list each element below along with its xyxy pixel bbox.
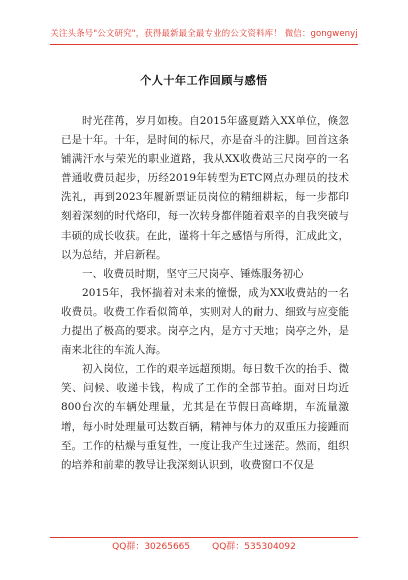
document-title: 个人十年工作回顾与感悟 (140, 74, 268, 87)
footer-qq-group-1: QQ群：30265665 (112, 542, 191, 552)
section-heading-1: 一、收费员时期，坚守三尺岗亭、锤炼服务初心 (82, 267, 304, 280)
header-banner: 关注头条号"公文研究"，获得最新最全最专业的公文资料库！ 微信：gongwenyj (50, 29, 358, 39)
footer-divider (50, 537, 358, 538)
header-divider (50, 44, 358, 45)
document-body (61, 112, 349, 475)
paragraph-initial-post: 初入岗位，工作的艰辛远超预期。每日数千次的抬手、微笑、问候、收递卡钱，构成了工作的全部节拍。面对日均近800台次的车辆处理量，尤其是在节假日高峰期，车流量激增，每小时处理量可达数百辆，精神与体力的双重压力接踵而至。工作的枯燥与重复性，一度让我产生过迷茫。然而，组织的培养和前辈的教导让我深刻认识到，收费窗口不仅是 (61, 363, 349, 471)
footer-qq-group-2: QQ群：535304092 (212, 542, 296, 552)
paragraph-intro: 时光荏苒，岁月如梭。自2015年盛夏踏入XX单位，倏忽已是十年。十年，是时间的标尺，亦是奋斗的注脚。回首这条铺满汗水与荣光的职业道路，我从XX收费站三尺岗亭的一名普通收费员起步，历经2019年转型为ETC网点办理员的技术洗礼，再到2023年履新票证员岗位的精细耕耘，每一步都印刻着深刻的时代烙印，每一次转身都伴随着艰辛的自我突破与丰硕的成长收获。在此，谨将十年之感悟与所得，汇成此文，以为总结，并启新程。 (61, 115, 349, 261)
footer-contacts (0, 539, 408, 552)
paragraph-2015: 2015年，我怀揣着对未来的憧憬，成为XX收费站的一名收费员。收费工作看似简单，实则对人的耐力、细致与应变能力提出了极高的要求。岗亭之内，是方寸天地；岗亭之外，是南来北往的车流人海。 (61, 286, 349, 357)
